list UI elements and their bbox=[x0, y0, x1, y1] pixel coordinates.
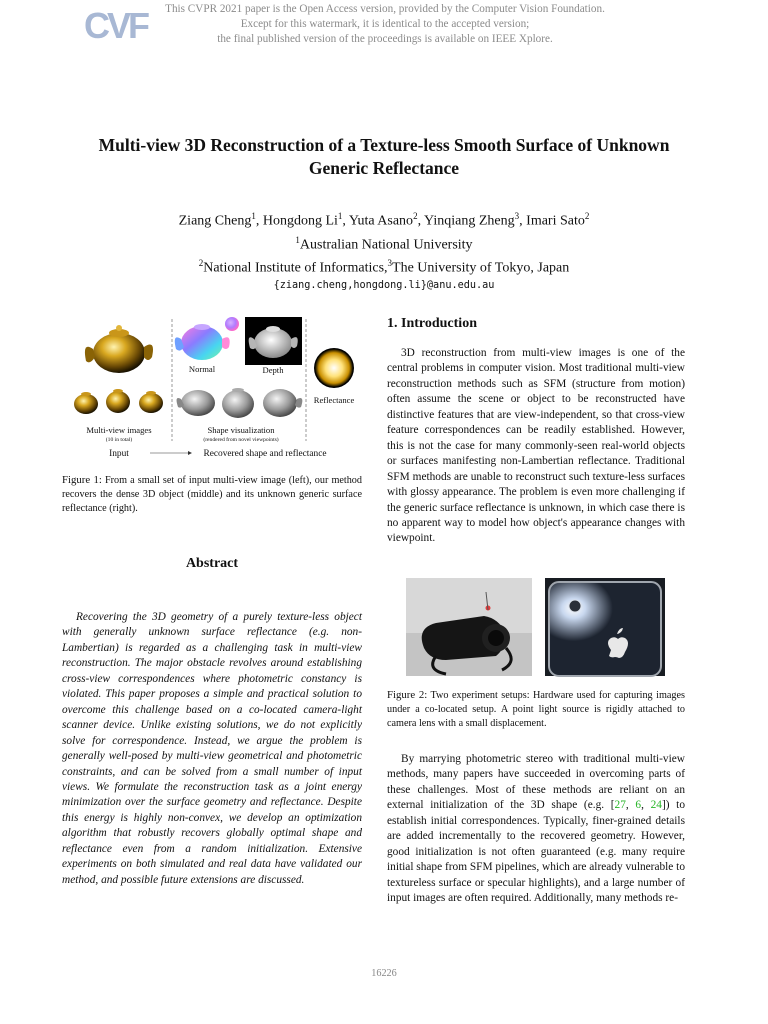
intro-paragraph: 3D reconstruction from multi-view images is one of the central problems in computer vision. Most traditional multi-view reconstruction methods such as SFM (structure from motion) often assume the scene or object to be reconstructed have distinctive features that are view-independent, so that cross-view feature correspondences can be readily established. However, this is not the case for many commonly-seen real-world objects or surfaces manifesting non-Lambertian reflectance. Traditional SFM methods are unable to reconstruct such texture-less surfaces with glossy appearance. The problem is even more challenging if the generic surface reflectance is unknown, in which case there is no apparent way to model how object's appearance changes with viewpoint. bbox=[387, 347, 685, 545]
affiliation: National Institute of Informatics, bbox=[203, 260, 388, 276]
flow-arrow-head bbox=[188, 451, 192, 455]
label-normal: Normal bbox=[188, 364, 216, 374]
author-list: Ziang Cheng$^1$, Hongdong Li$^1$, Yuta Asano$^2$, Yinqiang Zheng$^3$, Imari Sato$^2$ bbox=[178, 211, 590, 229]
caption-label: Figure 1: bbox=[62, 474, 102, 486]
shape-visualization-teapot bbox=[177, 390, 215, 416]
label-reflectance: Reflectance bbox=[313, 395, 355, 405]
svg-text:CVF: CVF bbox=[84, 5, 147, 46]
citation-link[interactable]: 27 bbox=[614, 799, 626, 812]
cvf-logo bbox=[84, 4, 147, 46]
open-access-watermark bbox=[150, 2, 620, 48]
author-block bbox=[60, 207, 708, 294]
caption-text: Two experiment setups: Hardware used for capturing images under a co-located setup. A point light source is rigidly attached to camera lens with a small displacement. bbox=[387, 690, 685, 729]
intro-paragraph bbox=[387, 752, 685, 907]
affiliation-mark: 3 bbox=[514, 211, 520, 221]
affiliation-mark: 2 bbox=[413, 211, 418, 221]
label-recovered: Recovered shape and reflectance bbox=[203, 449, 327, 459]
affiliation-mark: 1 bbox=[295, 234, 300, 245]
affiliation: Australian National University bbox=[299, 237, 473, 253]
paragraph-text: By marrying photometric stereo with traditional multi-view methods, many papers have succeeded in overcoming parts of these challenges. Most of these methods are reliant on an external initialization of the 3D shape (e.g. [ bbox=[387, 753, 685, 812]
label-shape-visualization-sub: (rendered from novel viewpoints) bbox=[203, 437, 279, 443]
label-depth: Depth bbox=[262, 365, 284, 375]
label-shape-visualization: Shape visualization bbox=[207, 425, 275, 435]
normal-map-teapot bbox=[175, 317, 239, 360]
figure-2-caption bbox=[387, 688, 685, 731]
page-number: 16226 bbox=[371, 968, 397, 979]
affiliation-line bbox=[60, 231, 708, 255]
author-name: Hongdong Li bbox=[262, 213, 338, 229]
affiliation-mark: 2 bbox=[198, 258, 204, 269]
caption-text: From a small set of input multi-view image (left), our method recovers the dense 3D object (middle) and its unknown generic surface reflectance (right). bbox=[62, 475, 362, 514]
author-name: Ziang Cheng bbox=[178, 213, 252, 229]
label-multiview: Multi-view images bbox=[86, 425, 152, 435]
input-teapot-small bbox=[106, 389, 130, 413]
affiliation: The University of Tokyo, Japan bbox=[392, 260, 570, 276]
citation-link[interactable]: 6 bbox=[635, 799, 642, 812]
citation-separator: , bbox=[625, 799, 636, 812]
figure-1 bbox=[62, 313, 362, 463]
label-multiview-sub: (10 in total) bbox=[105, 437, 133, 443]
affiliation-mark: 3 bbox=[387, 258, 393, 269]
reflectance-sphere bbox=[315, 349, 353, 387]
figure-1-caption bbox=[62, 473, 362, 516]
shape-visualization-teapot bbox=[222, 388, 254, 418]
title-line: Generic Reflectance bbox=[308, 158, 460, 178]
watermark-line: This CVPR 2021 paper is the Open Access version, provided by the Computer Vision Foundation. bbox=[165, 3, 605, 15]
input-teapot-small bbox=[139, 391, 163, 413]
affiliation-mark: 1 bbox=[251, 211, 256, 221]
abstract-body: Recovering the 3D geometry of a purely texture-less object with generally unknown surface reflectance (e.g. non-Lambertian) is regarded as a challenging task in multi-view reconstruction. The major obstacle revolves around establishing cross-view correspondences where photometric constancy is violated. This paper proposes a simple and practical solution to overcome this challenge based on a co-located camera-light scanner device. Unlike existing solutions, we do not explicitly solve for correspondence. Instead, we argue the problem is generally well-posed by multi-view geometrical and photometric constraints, and can be solved from a small number of input views. We formulate the reconstruction task as a joint energy minimization over the surface geometry and reflectance. Despite this energy is highly non-convex, we develop an optimization algorithm that robustly recovers globally optimal shape and reflectance even from a random initialization. Extensive experiments on both simulated and real data have validated our method, and possible future extensions are discussed. bbox=[62, 611, 362, 886]
citation-link[interactable]: 24 bbox=[650, 799, 662, 812]
phone-camera bbox=[569, 600, 581, 612]
affiliation-mark: 2 bbox=[584, 211, 590, 221]
affiliation-mark: 1 bbox=[337, 211, 343, 221]
figure-2-phone-photo bbox=[545, 578, 665, 676]
figure-2-camera-photo bbox=[406, 578, 532, 676]
watermark-line: the final published version of the proceedings is available on IEEE Xplore. bbox=[217, 33, 553, 46]
paper-title bbox=[60, 134, 708, 180]
label-input: Input bbox=[109, 449, 129, 459]
citation-separator: , bbox=[641, 799, 651, 812]
shape-visualization-teapot bbox=[263, 389, 302, 417]
author-name: Yuta Asano bbox=[348, 213, 414, 229]
paragraph-text: ]) to establish initial correspondences. Typically, finer-grained details are added incrementally to the recovered geometry. However, good initialization is not often guaranteed (e.g. many require initial shape from SFM pipelines, which are already vulnerable to textureless surface or specular highlights), and a large number of input images are often required. Additionally, many methods re- bbox=[387, 799, 686, 905]
section-heading: 1. Introduction bbox=[387, 316, 477, 331]
author-email: {ziang.cheng,hongdong.li}@anu.edu.au bbox=[273, 279, 495, 291]
input-teapot-large bbox=[85, 325, 153, 373]
input-teapot-small bbox=[74, 392, 98, 414]
author-name: Imari Sato bbox=[526, 213, 585, 229]
title-line: Multi-view 3D Reconstruction of a Texture-less Smooth Surface of Unknown bbox=[98, 135, 670, 155]
watermark-line: Except for this watermark, it is identical to the accepted version; bbox=[240, 18, 530, 31]
phone-back bbox=[549, 582, 661, 676]
abstract-heading: Abstract bbox=[185, 556, 239, 571]
affiliation-line bbox=[60, 254, 708, 278]
caption-label: Figure 2: bbox=[387, 689, 428, 701]
author-name: Yinqiang Zheng bbox=[424, 213, 515, 229]
